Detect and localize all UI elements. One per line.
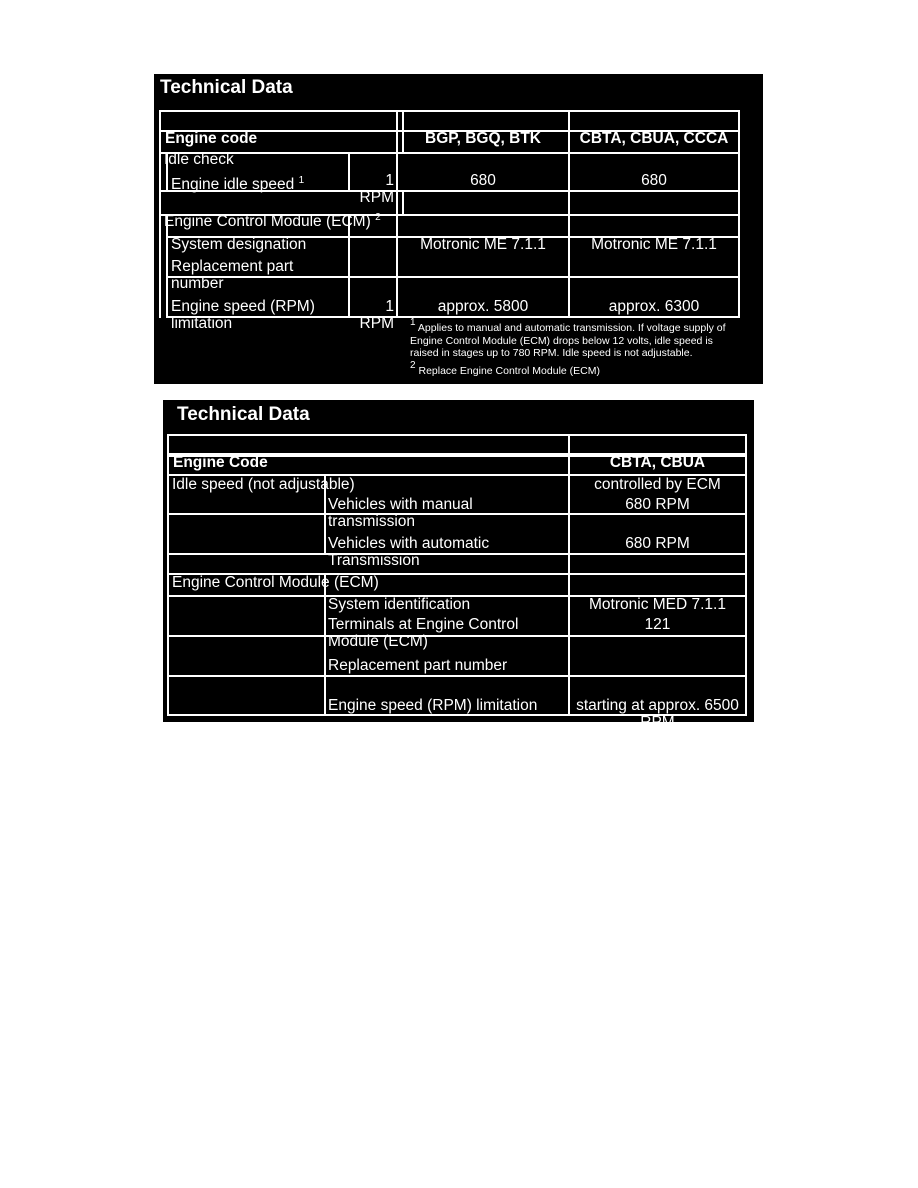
- replacement-part-value-1: [396, 236, 570, 278]
- automatic-label: Vehicles with automatic Transmission: [324, 513, 570, 555]
- technical-data-panel-1: [154, 74, 763, 384]
- manual-empty: [167, 474, 326, 515]
- system-designation-unit: [348, 214, 398, 238]
- panel-title: Technical Data: [177, 404, 310, 425]
- speed-limitation-unit: 1 RPM: [348, 276, 398, 318]
- footnote-2: $^2$ Replace Engine Control Module (ECM): [410, 360, 600, 377]
- ecm-empty-2: [568, 190, 740, 216]
- system-designation-label: System designation: [166, 214, 350, 238]
- engine-idle-speed-value-1: 680: [396, 152, 570, 192]
- speed-limitation-value-1: approx. 5800: [396, 276, 570, 318]
- manual-value: 680 RPM: [568, 474, 747, 515]
- terminals-empty: [167, 595, 326, 637]
- indent-bar: [159, 152, 161, 192]
- header-engine-code: Engine code: [159, 110, 404, 132]
- ecm-empty-1: [396, 190, 570, 216]
- technical-data-panel-2: [163, 400, 754, 731]
- speed-limitation-value-2: approx. 6300: [568, 276, 740, 318]
- speed-limitation-label: Engine speed (RPM) limitation: [324, 675, 570, 716]
- header-cbta-cbua: CBTA, CBUA: [568, 434, 747, 455]
- system-designation-value-1: Motronic ME 7.1.1: [396, 214, 570, 238]
- idle-check-empty-1: [396, 130, 570, 154]
- speed-limitation-value: starting at approx. 6500 RPM: [568, 675, 747, 716]
- idle-speed-label: Idle speed (not adjustable): [167, 455, 570, 476]
- row-idle-check: Idle check: [159, 130, 404, 154]
- speed-limitation-empty: [167, 675, 326, 716]
- replacement-part-unit: [348, 236, 398, 278]
- automatic-empty: [167, 513, 326, 555]
- ecm-value-empty: [568, 553, 747, 575]
- speed-limitation-label: Engine speed (RPM) limitation: [166, 276, 350, 318]
- panel-title: Technical Data: [160, 77, 293, 98]
- replacement-part-value-2: [568, 236, 740, 278]
- automatic-value: 680 RPM: [568, 513, 747, 555]
- replacement-part-label: Replacement part number: [324, 635, 570, 677]
- indent-bar: [159, 214, 161, 318]
- system-identification-label: System identification: [324, 573, 570, 597]
- terminals-value: 121: [568, 595, 747, 637]
- replacement-empty: [167, 635, 326, 677]
- idle-check-empty-2: [568, 130, 740, 154]
- engine-idle-speed-label: Engine idle speed $^1$: [166, 152, 350, 192]
- replacement-part-label: Replacement part number: [166, 236, 350, 278]
- idle-speed-value: controlled by ECM: [568, 455, 747, 476]
- ecm-label: Engine Control Module (ECM): [167, 553, 570, 575]
- header-cbta-cbua-ccca: CBTA, CBUA, CCCA: [568, 110, 740, 132]
- engine-idle-speed-unit: 1 RPM: [348, 152, 398, 192]
- system-identification-value: Motronic MED 7.1.1: [568, 573, 747, 597]
- terminals-label: Terminals at Engine Control Module (ECM): [324, 595, 570, 637]
- row-engine-control-module: Engine Control Module (ECM) $^2$: [159, 190, 404, 216]
- footnote-1: $^1$ Applies to manual and automatic transmission. If voltage supply of Engine Control Module (ECM) drops below 12 volts, idle speed is raised in stages up to 780 RPM. Idle speed is not adjustable.: [410, 317, 726, 359]
- header-engine-code: Engine Code: [167, 434, 570, 455]
- system-id-empty: [167, 573, 326, 597]
- header-bgp-bgq-btk: BGP, BGQ, BTK: [396, 110, 570, 132]
- system-designation-value-2: Motronic ME 7.1.1: [568, 214, 740, 238]
- engine-idle-speed-value-2: 680: [568, 152, 740, 192]
- manual-label: Vehicles with manual transmission: [324, 474, 570, 515]
- replacement-part-value: [568, 635, 747, 677]
